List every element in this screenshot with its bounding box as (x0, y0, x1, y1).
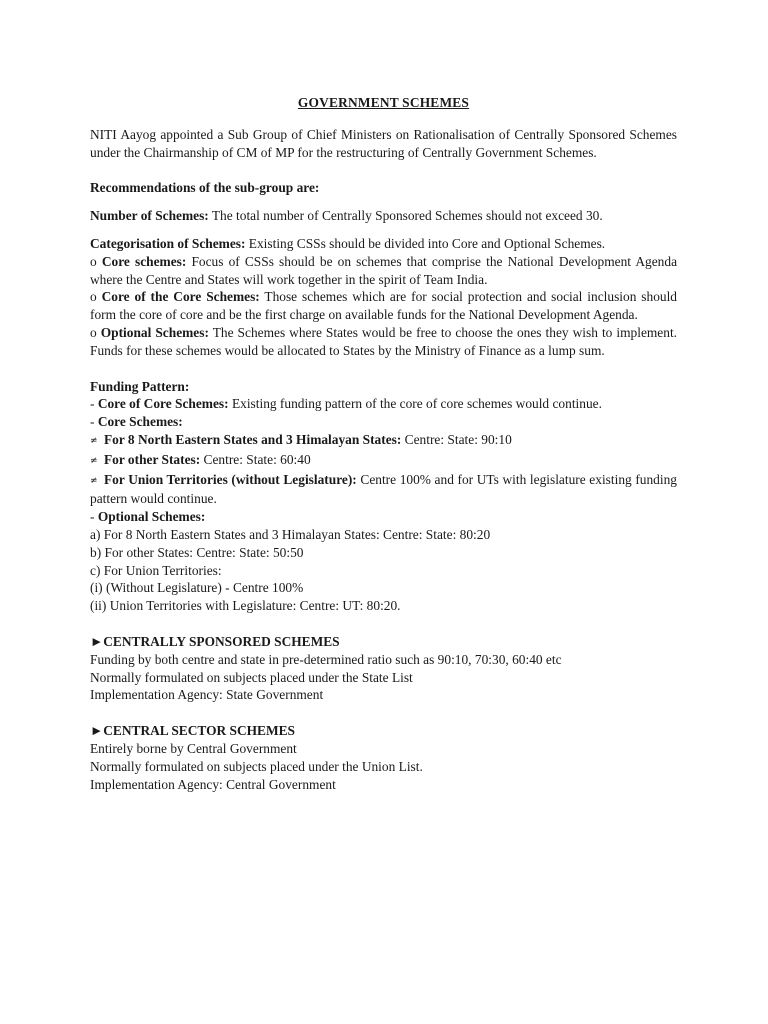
css-line: Normally formulated on subjects placed under the State List (90, 669, 413, 685)
number-text: The total number of Centrally Sponsored Schemes should not exceed 30. (208, 208, 603, 224)
optional-label: Optional Schemes: (100, 324, 209, 340)
categorisation-label: Categorisation of Schemes: (90, 235, 246, 251)
cs-line: Implementation Agency: Central Government (90, 776, 336, 792)
optional-prefix: o (90, 324, 101, 340)
core-funding-item (90, 451, 677, 471)
core-item-label: For 8 North Eastern States and 3 Himalayan States: (104, 431, 402, 447)
core-text: Focus of CSSs should be on schemes that comprise the National Development Agenda where the Centre and States will work together in the spirit of Team India. (90, 253, 678, 287)
fcore-label: Core Schemes: (97, 414, 183, 430)
optional-schemes-item (90, 324, 677, 360)
optional-funding-line: b) For other States: Centre: State: 50:50 (90, 544, 304, 560)
css-heading: ►CENTRALLY SPONSORED SCHEMES (90, 633, 340, 649)
intro-paragraph: NITI Aayog appointed a Sub Group of Chief Ministers on Rationalisation of Centrally Sponsored Schemes under the Chairmanship of CM of MP for the restructuring of Centrally Government Schemes. (90, 126, 677, 160)
categorisation-text: Existing CSSs should be divided into Core and Optional Schemes. (245, 235, 606, 251)
fopt-label: Optional Schemes: (97, 509, 206, 525)
fcoc-prefix: - (90, 396, 98, 412)
optional-funding-line: (i) (Without Legislature) - Centre 100% (90, 580, 304, 596)
bullet-icon: ≠ (90, 455, 98, 466)
coc-prefix: o (90, 289, 102, 305)
core-item-label: For Union Territories (without Legislature): (104, 471, 357, 487)
core-item-text: Centre: State: 90:10 (401, 431, 512, 447)
document-page (90, 94, 677, 793)
css-line: Funding by both centre and state in pre-determined ratio such as 90:10, 70:30, 60:40 etc (90, 651, 562, 667)
optional-funding-line: a) For 8 North Eastern States and 3 Himalayan States: Centre: State: 80:20 (90, 526, 491, 542)
core-prefix: o (90, 253, 102, 269)
core-funding-item (90, 431, 677, 451)
funding-optional-heading (90, 508, 677, 526)
funding-core-of-core (90, 395, 677, 413)
core-item-text: Centre 100% and for UTs with legislature existing funding pattern would continue. (90, 471, 677, 507)
bullet-icon: ≠ (90, 435, 98, 446)
optional-text: The Schemes where States would be free to choose the ones they wish to implement. Funds for these schemes would be allocated to States by the Ministry of Finance as a lump sum. (90, 324, 678, 358)
core-item-label: For other States: (104, 451, 201, 467)
cs-line: Entirely borne by Central Government (90, 740, 297, 756)
core-item-text: Centre: State: 60:40 (200, 451, 311, 467)
optional-funding-line: c) For Union Territories: (90, 562, 222, 578)
core-label: Core schemes: (101, 253, 187, 269)
recommendations-heading: Recommendations of the sub-group are: (90, 180, 320, 196)
funding-heading: Funding Pattern: (90, 378, 190, 394)
coc-label: Core of the Core Schemes: (101, 289, 260, 305)
css-line: Implementation Agency: State Government (90, 687, 324, 703)
number-label: Number of Schemes: (90, 208, 209, 224)
document-title: GOVERNMENT SCHEMES (297, 95, 470, 110)
fcore-prefix: - (90, 414, 98, 430)
core-of-core-item (90, 288, 677, 324)
fcoc-label: Core of Core Schemes: (97, 396, 229, 412)
cs-line: Normally formulated on subjects placed under the Union List. (90, 758, 423, 774)
number-of-schemes (90, 207, 677, 225)
fopt-prefix: - (90, 509, 98, 525)
bullet-icon: ≠ (90, 475, 98, 486)
core-funding-item (90, 471, 677, 509)
core-schemes-item (90, 253, 677, 289)
coc-text: Those schemes which are for social protection and social inclusion should form the core of core and be the first charge on available funds for the National Development Agenda. (90, 289, 677, 323)
categorisation (90, 235, 677, 253)
fcoc-text: Existing funding pattern of the core of core schemes would continue. (228, 396, 602, 412)
funding-core-heading (90, 413, 677, 431)
cs-heading: ►CENTRAL SECTOR SCHEMES (90, 723, 295, 739)
optional-funding-line: (ii) Union Territories with Legislature: Centre: UT: 80:20. (90, 598, 401, 614)
